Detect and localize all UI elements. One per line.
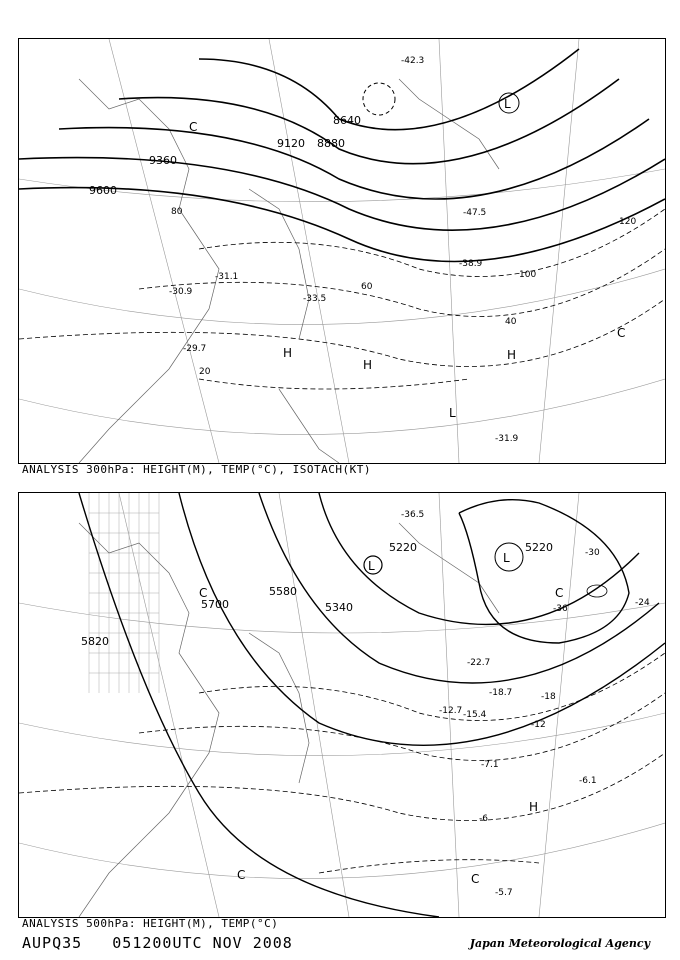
coastline: [79, 523, 499, 917]
temperature-contour-label: -18: [541, 692, 556, 702]
height-label: 8880: [317, 137, 345, 150]
center-marker: L: [449, 406, 456, 420]
map-300hpa: [19, 39, 665, 463]
isotach-label: 20: [199, 367, 211, 377]
temperature-reading: -42.3: [401, 56, 425, 66]
temperature-reading: -36.5: [401, 510, 425, 520]
temperature-contour-label: -30: [585, 548, 600, 558]
isotach-label: 80: [171, 207, 183, 217]
temperature-reading: -38.9: [459, 259, 483, 269]
temperature-reading: -47.5: [463, 208, 487, 218]
center-marker: H: [529, 800, 539, 814]
temperature-reading: -15.4: [463, 710, 487, 720]
center-marker: C: [199, 586, 208, 600]
center-marker: C: [237, 868, 246, 882]
temperature-contour-label: -6: [479, 814, 488, 824]
height-label: 5220: [389, 541, 417, 554]
isotach-label: 40: [505, 317, 517, 327]
temperature-reading: -33.5: [303, 294, 327, 304]
cold-center-ring: [587, 585, 607, 597]
center-marker: C: [555, 586, 564, 600]
temperature-reading: -5.7: [495, 888, 513, 898]
chart-300hpa: [18, 38, 666, 464]
temperature-reading: -7.1: [481, 760, 499, 770]
agency-name: Japan Meteorological Agency: [469, 937, 650, 950]
center-marker: C: [617, 326, 626, 340]
height-label: 5820: [81, 635, 109, 648]
temperature-contour-label: -36: [553, 604, 568, 614]
graticule: [19, 39, 665, 463]
center-marker: L: [503, 551, 510, 565]
temperature-reading: -6.1: [579, 776, 597, 786]
isotach-label: 120: [619, 217, 637, 227]
center-marker: H: [507, 348, 517, 362]
isotach-label: 100: [519, 270, 537, 280]
center-marker: H: [363, 358, 373, 372]
height-label: 9120: [277, 137, 305, 150]
temperature-reading: -18.7: [489, 688, 513, 698]
temperature-contour-label: -24: [635, 598, 650, 608]
temperature-reading: -22.7: [467, 658, 491, 668]
chart-identifier: AUPQ35 051200UTC NOV 2008: [22, 934, 293, 952]
temperature-reading: -31.9: [495, 434, 519, 444]
temperature-contours: [19, 653, 665, 873]
map-500hpa: [19, 493, 665, 917]
chart-500hpa: [18, 492, 666, 918]
caption-500hpa: ANALYSIS 500hPa: HEIGHT(M), TEMP(°C): [22, 917, 279, 930]
height-label: 5580: [269, 585, 297, 598]
temperature-reading: -12.7: [439, 706, 463, 716]
height-label: 8640: [333, 114, 361, 127]
height-label: 9600: [89, 184, 117, 197]
center-marker: C: [471, 872, 480, 886]
height-label: 5340: [325, 601, 353, 614]
height-label: 5700: [201, 598, 229, 611]
isotach-label: 60: [361, 282, 373, 292]
temperature-reading: -29.7: [183, 344, 207, 354]
height-label: 9360: [149, 154, 177, 167]
temperature-contour-label: -12: [531, 720, 546, 730]
height-label: 5220: [525, 541, 553, 554]
center-marker: L: [504, 97, 511, 111]
center-marker: H: [283, 346, 293, 360]
temperature-reading: -30.9: [169, 287, 193, 297]
moist-area-hatching: [89, 493, 159, 693]
caption-300hpa: ANALYSIS 300hPa: HEIGHT(M), TEMP(°C), ISOTACH(KT): [22, 463, 372, 476]
low-center-ring: [363, 83, 395, 115]
center-marker: C: [189, 120, 198, 134]
center-marker: L: [368, 559, 375, 573]
temperature-reading: -31.1: [215, 272, 239, 282]
graticule: [19, 493, 665, 917]
